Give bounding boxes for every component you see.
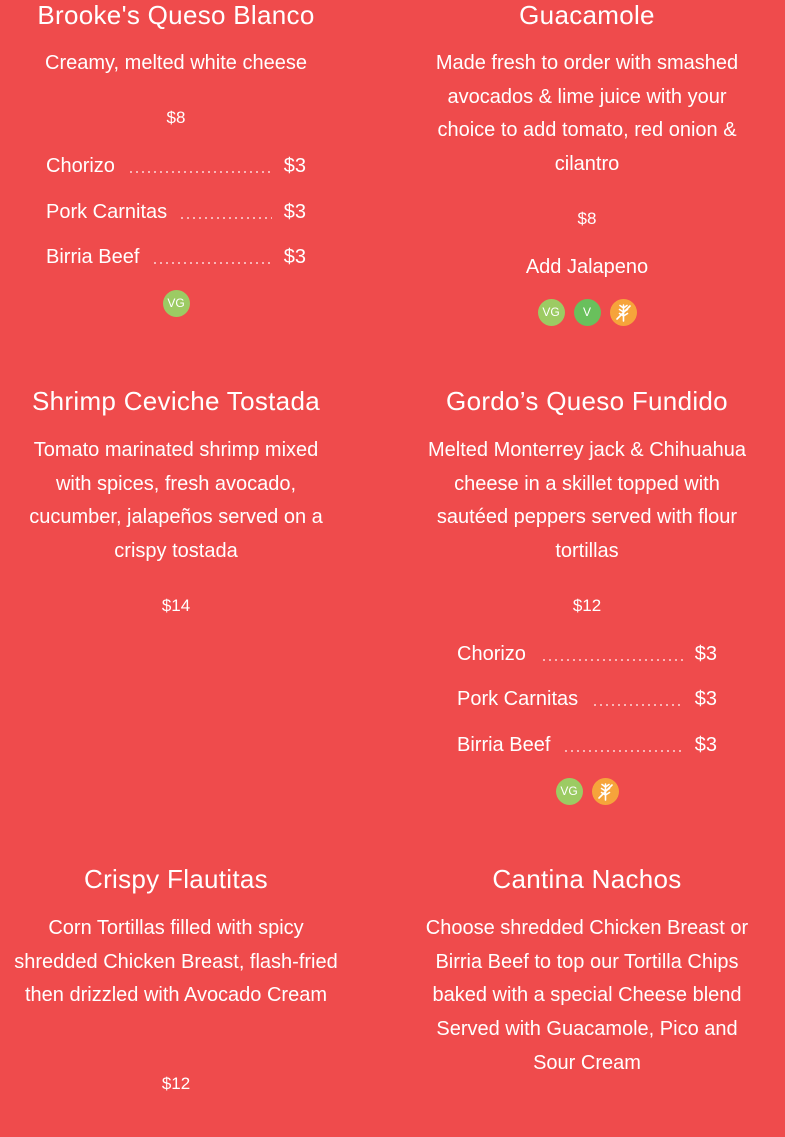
- gluten-free-wheat-icon: [592, 778, 619, 805]
- item-description: Made fresh to order with smashed avocados & lime juice with your choice to add tomato, red onion & cilantro: [435, 52, 739, 176]
- item-price: $14: [161, 596, 191, 615]
- item-description: Tomato marinated shrimp mixed with spices, fresh avocado, cucumber, jalapeños served on a crispy tostada: [29, 439, 323, 563]
- addon-name: Birria Beef: [46, 246, 140, 268]
- addon-row: [457, 684, 717, 714]
- addon-price: $3: [283, 246, 306, 268]
- gluten-free-wheat-icon: [610, 299, 637, 326]
- item-price-wrap: [0, 108, 352, 128]
- item-description: Melted Monterrey jack & Chihuahua cheese in a skillet topped with sautéed peppers served with flour tortillas: [428, 439, 746, 563]
- item-title: Guacamole: [519, 0, 655, 30]
- addon-price: $3: [283, 155, 306, 177]
- addon-name: Pork Carnitas: [457, 688, 579, 710]
- addon-price: $3: [694, 734, 717, 756]
- dot-leader: [592, 704, 683, 706]
- item-description: Choose shredded Chicken Breast or Birria Beef to top our Tortilla Chips baked with a special Cheese blend Served with Guacamole, Pico and Sour Cream: [425, 917, 749, 1074]
- item-extra: Add Jalapeno: [525, 256, 649, 278]
- addon-row: [457, 639, 717, 669]
- addon-row: [46, 197, 306, 227]
- item-title: Brooke's Queso Blanco: [37, 0, 315, 30]
- item-title: Crispy Flautitas: [84, 864, 268, 894]
- item-price: $8: [166, 108, 186, 127]
- item-title: Shrimp Ceviche Tostada: [32, 386, 320, 416]
- dot-leader: [152, 262, 272, 264]
- addon-name: Chorizo: [46, 155, 115, 177]
- addon-row: [46, 242, 306, 272]
- menu-item-queso-fundido: [411, 386, 763, 569]
- addon-row: [46, 151, 306, 181]
- item-price: $8: [577, 209, 597, 228]
- item-title: Cantina Nachos: [492, 864, 682, 894]
- item-title: Gordo’s Queso Fundido: [446, 386, 728, 416]
- item-price-wrap: [411, 596, 763, 616]
- menu-item-crispy-flautitas: [0, 864, 352, 1013]
- vegan-badge-icon: V: [574, 299, 601, 326]
- vegetarian-badge-icon: VG: [163, 290, 190, 317]
- addon-name: Birria Beef: [457, 734, 551, 756]
- menu-item-shrimp-ceviche: [0, 386, 352, 569]
- menu-item-guacamole: [411, 0, 763, 182]
- item-price-wrap: [411, 209, 763, 229]
- item-description: Corn Tortillas filled with spicy shredded Chicken Breast, flash-fried then drizzled with Avocado Cream: [14, 917, 338, 1007]
- item-price-wrap: [0, 1074, 352, 1094]
- addon-row: [457, 730, 717, 760]
- addon-price: $3: [283, 201, 306, 223]
- item-price: $12: [572, 596, 602, 615]
- dot-leader: [128, 171, 272, 173]
- addon-name: Pork Carnitas: [46, 201, 168, 223]
- dot-leader: [541, 659, 683, 661]
- dietary-badges: [0, 290, 352, 317]
- item-price: $12: [161, 1074, 191, 1093]
- menu-item-queso-blanco: [0, 0, 352, 81]
- vegetarian-badge-icon: VG: [538, 299, 565, 326]
- item-description: Creamy, melted white cheese: [45, 52, 307, 74]
- dietary-badges: [411, 299, 763, 326]
- addon-price: $3: [694, 643, 717, 665]
- dietary-badges: [411, 778, 763, 805]
- dot-leader: [179, 217, 272, 219]
- menu-item-cantina-nachos: [411, 864, 763, 1081]
- addon-name: Chorizo: [457, 643, 526, 665]
- item-price-wrap: [0, 596, 352, 616]
- dot-leader: [563, 750, 683, 752]
- item-extra-wrap: [411, 252, 763, 282]
- addon-price: $3: [694, 688, 717, 710]
- vegetarian-badge-icon: VG: [556, 778, 583, 805]
